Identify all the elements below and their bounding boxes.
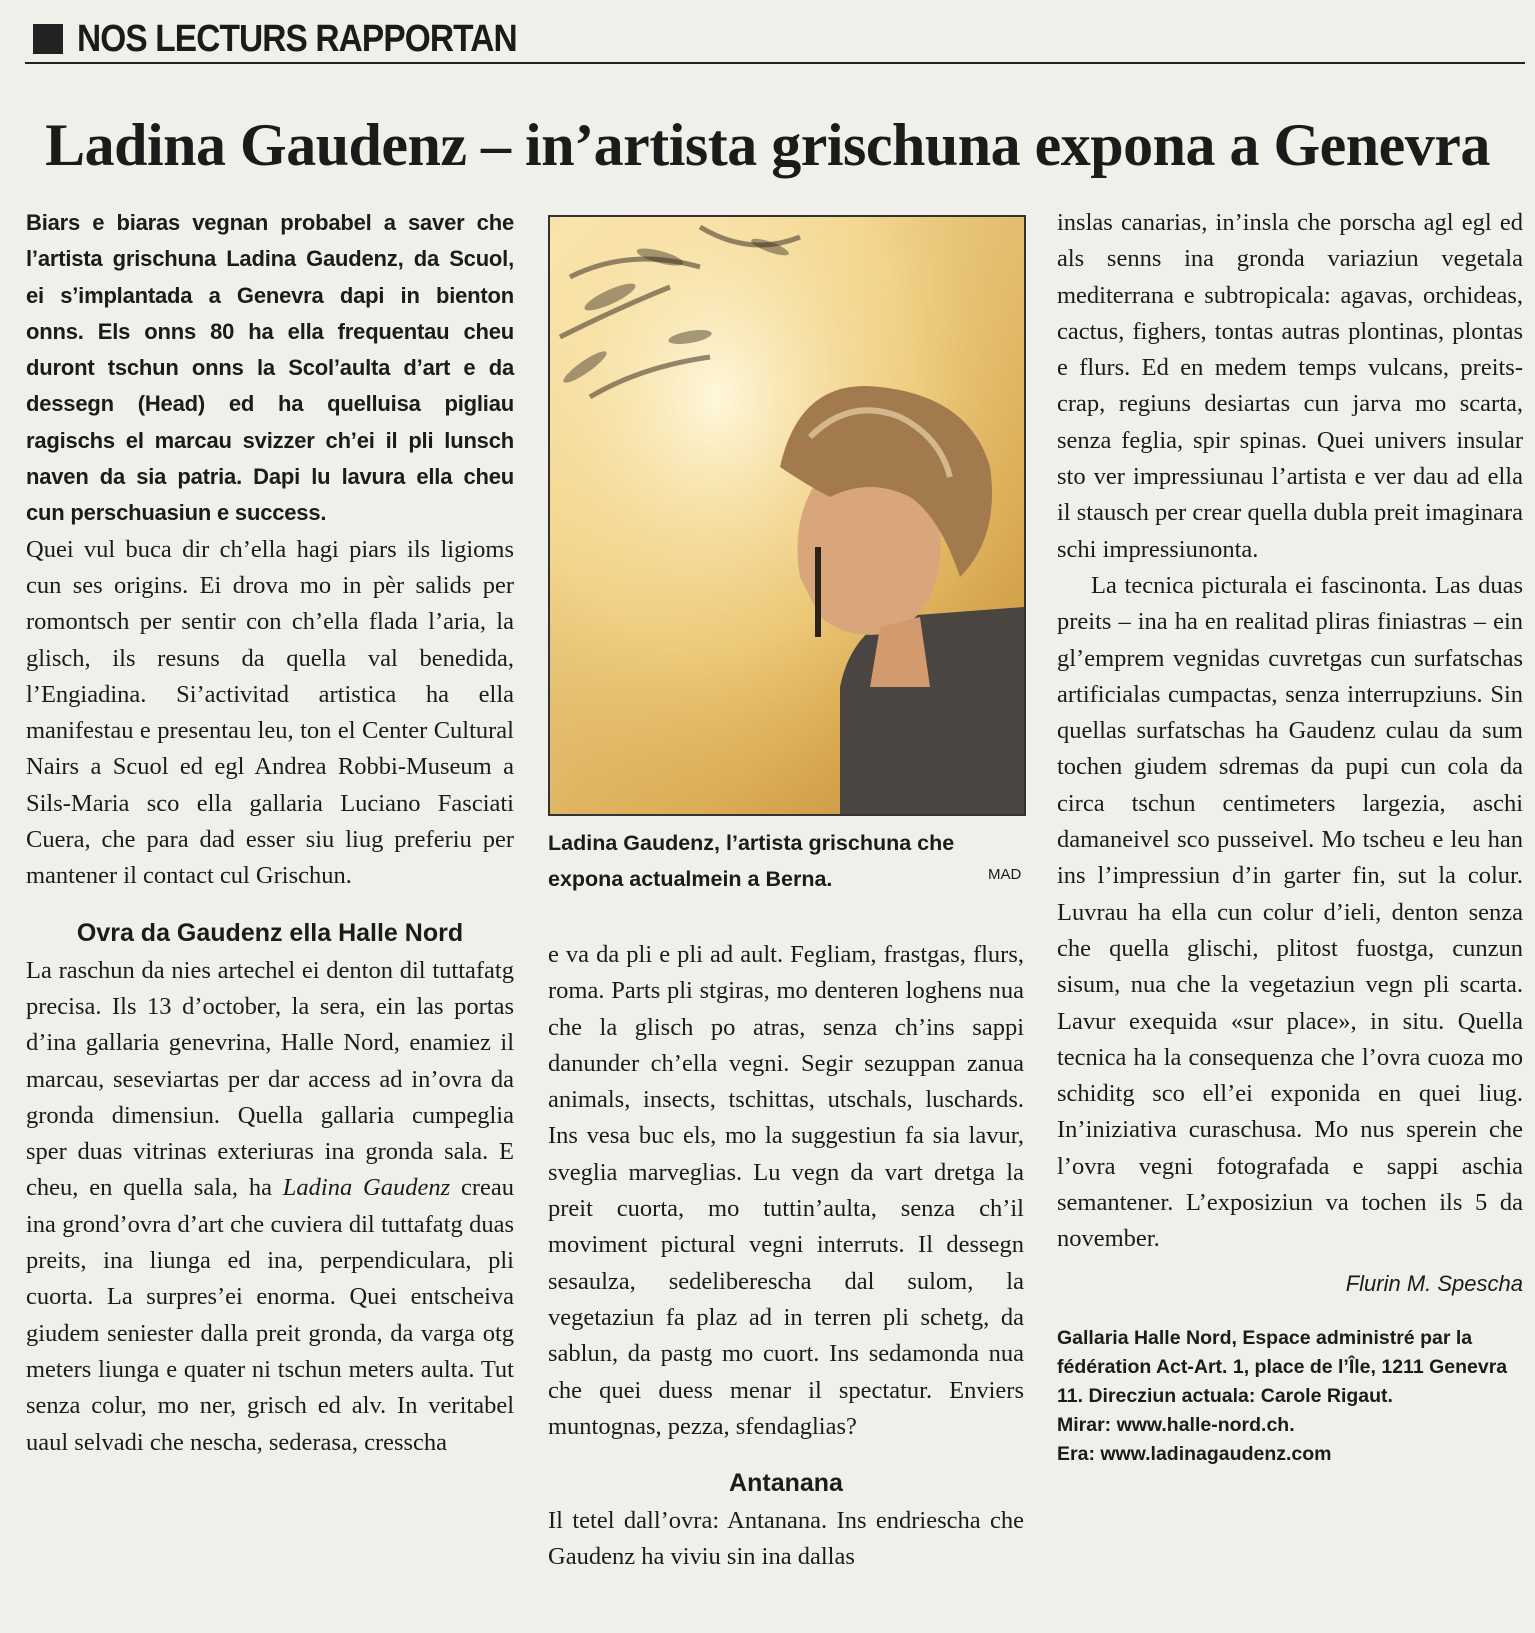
intro-paragraph: Quei vul buca dir ch’ella hagi piars ils ligioms cun ses origins. Ei drova mo in pèr salids per romontsch per sentir con ch’ella flada l’aria, la glisch, ils resuns da quella val benedida, l’Engiadina. Si’activitad artistica ha ella manifestau e presentau leu, ton el Center Cultural Nairs a Scuol ed egl Andrea Robbi-Museum a Sils-Maria sco ella gallaria Luciano Fasciati Cuera, che para dad esser siu liug preferiu per mantener il contact cul Grischun. [26, 535, 514, 890]
info-box [1057, 1324, 1523, 1469]
section1-continued: e va da pli e pli ad ault. Fegliam, frastgas, flurs, roma. Parts pli stgiras, mo denteren loghens nua che la glisch po atras, senza ch’ins sappi danunder ch’ella vegni. Segir sezuppan zanua animals, insects, tschittas, utschals, luschards. Ins vesa buc els, mo la suggestiun fa sia lavur, sveglia marveglias. Lu vegn da vart dretga la preit cuorta, mo tuttin’aulta, senza ch’il moviment pictural vegni interruts. Il dessegn sesaulza, sedeliberescha dal sulom, la vegetaziun fa plaz ad in terren pli schetg, da sablun, da pastg mo cuort. Ins sedamonda nua che quei duess menar il spectatur. Enviers muntognas, pezza, sfendaglias? [548, 941, 1024, 1440]
column-1 [26, 205, 514, 1461]
technique-paragraph: La tecnica picturala ei fascinonta. Las duas preits – ina ha en realitad pliras finiastras – ein gl’emprem vegnidas cuvretgas cun surfatschas artificialas cumpactas, senza interrupziuns. Sin quellas surfatschas ha Gaudenz culau da sum tochen giudem sdremas da pupi cun cola da circa tschun centimeters largezia, aschi damaneivel sco pusseivel. Mo tscheu e leu han ins l’impressiun d’in garter fin, sut la colur. Luvrau ha ella cun colur d’ieli, denton senza che quella glischi, plitost fuostga, cunzun sisum, nua che la vegetaziun vegn pli scarta. Lavur exequida «sur place», in situ. Quella tecnica ha la consequenza che l’ovra cuoza mo schiditg sco ell’ei exponida en quei liug. In’iniziativa curaschusa. Mo nus sperein che l’ovra vegni fotografada e sappi aschia semantener. L’exposiziun va tochen ils 5 da november. [1057, 571, 1523, 1253]
info-link-artist: Era: www.ladinagaudenz.com [1057, 1442, 1332, 1465]
info-link-halle: Mirar: www.halle-nord.ch. [1057, 1413, 1295, 1436]
section-header [25, 14, 1525, 64]
subheading-halle-nord: Ovra da Gaudenz ella Halle Nord [76, 918, 464, 947]
photo-credit: MAD [988, 866, 1022, 883]
section-kicker: NOS LECTURS RAPPORTAN [77, 18, 517, 60]
subheading-antanana: Antanana [729, 1469, 843, 1498]
section1-text-a: La raschun da nies artechel ei denton dil tuttafatg precisa. Ils 13 d’october, la sera, ein las portas d’ina gallaria genevrina, Halle Nord, enamiez il marcau, seseviartas per dar access ad in’ovra da gronda dimensiun. Quella gallaria cumpeglia sper duas vitrinas exteriuras ina gronda sala. E cheu, en quella sala, ha [26, 956, 514, 1202]
photo-illustration [550, 217, 1024, 814]
section2-paragraph: Il tetel dall’ovra: Antanana. Ins endriescha che Gaudenz ha viviu sin ina dallas [548, 1507, 1024, 1571]
info-gallery: Gallaria Halle Nord, Espace administré par la fédération Act-Art. 1, place de l’Île, 1211 Genevra 11. Direcziun actuala: Carole Rigaut. [1057, 1326, 1508, 1407]
section1-text-b: creau ina grond’ovra d’art che cuviera dil tuttafatg duas preits, ina liunga ed ina, perpendiculara, pli cuorta. La surpres’ei enorma. Quei entscheiva giudem seniester dalla preit gronda, da varga otg meters liunga e quater ni tschun meters aulta. Tut senza colur, mo ner, grisch ed alv. In veritabel uaul selvadi che nescha, sederasa, cresscha [26, 1174, 514, 1456]
author-byline: Flurin M. Spescha [1345, 1270, 1523, 1296]
section2-continued: inslas canarias, in’insla che porscha agl egl ed als senns ina gronda variaziun vegetala mediterrana e subtropicala: agavas, orchideas, cactus, fighers, tontas autras plontinas, plontas e flurs. Ed en medem temps vulcans, preits-crap, regiuns desiartas cun jarva mo scarta, senza feglia, spir spinas. Quei univers insular sto ver impressiunau l’artista e ver dau ad ella il stausch per crear quella dubla preit imaginara schi impressiunonta. [1057, 209, 1523, 563]
artist-name: Ladina Gaudenz [282, 1174, 451, 1202]
column-3 [1057, 205, 1523, 1469]
artist-photo [548, 215, 1026, 816]
article-lead: Biars e biaras vegnan probabel a saver che l’artista grischuna Ladina Gaudenz, da Scuol, ei s’implantada a Genevra dapi in bienton onns. Els onns 80 ha ella frequentau cheu duront tschun onns la Scol’aulta d’art e da dessegn (Head) ed ha quelluisa pigliau ragischs el marcau svizzer ch’ei il pli lunsch naven da sia patria. Dapi lu lavura ella cheu cun perschuasiun e success. [26, 210, 514, 526]
section-marker [33, 24, 63, 54]
article-headline: Ladina Gaudenz – in’artista grischuna expona a Genevra [45, 112, 1490, 178]
column-2 [548, 937, 1024, 1576]
section1-paragraph [26, 953, 514, 1461]
photo-caption: Ladina Gaudenz, l’artista grischuna che expona actualmein a Berna. [548, 831, 955, 891]
